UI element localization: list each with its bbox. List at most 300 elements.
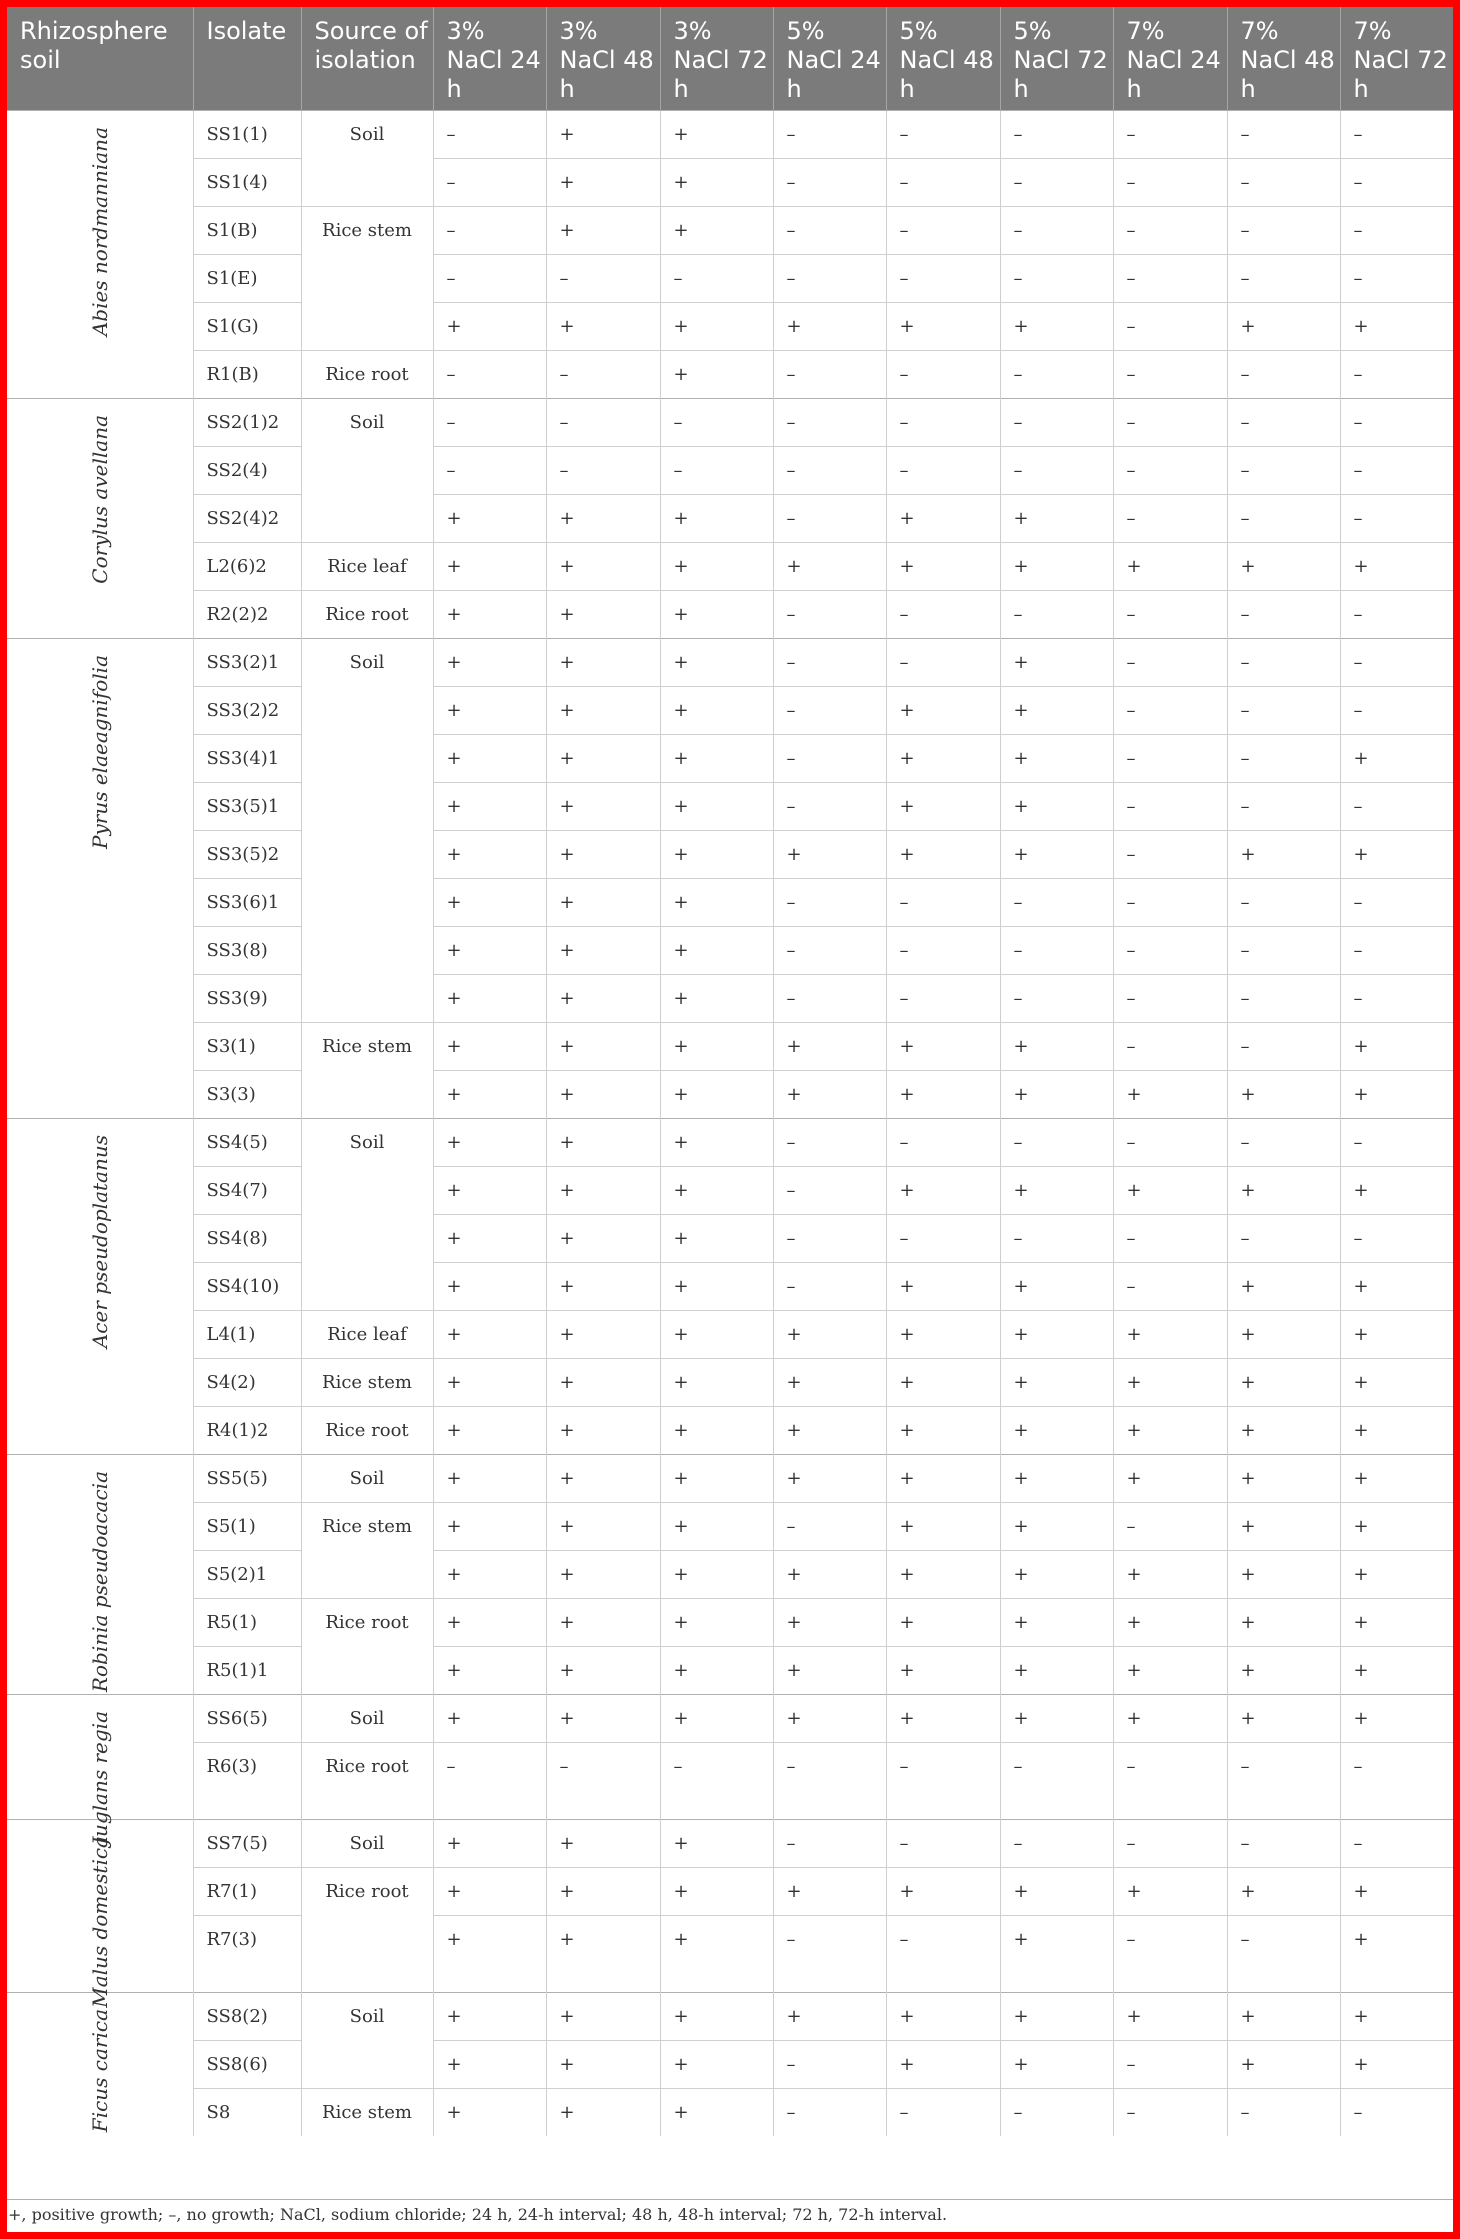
header-7pct-72h: 7% NaCl 72 h [1340,7,1453,110]
growth-value-cell: – [433,350,546,398]
growth-value-cell: + [773,1550,886,1598]
growth-value-cell: – [546,398,660,446]
growth-value-cell: – [1113,830,1227,878]
growth-value-cell: + [433,686,546,734]
isolate-cell: S1(E) [193,254,301,302]
growth-value-cell: – [1340,110,1453,158]
growth-value-cell: – [433,158,546,206]
growth-value-cell: – [1227,494,1340,542]
table-row [7,1867,1453,1915]
table-row [7,446,1453,494]
growth-value-cell: + [773,1358,886,1406]
growth-value-cell: – [1113,2040,1227,2088]
growth-value-cell: + [1000,1694,1113,1742]
growth-value-cell: + [1227,1070,1340,1118]
growth-value-cell: + [1000,1406,1113,1454]
growth-value-cell: – [886,638,1000,686]
table-row [7,1022,1453,1070]
growth-value-cell: – [1227,734,1340,782]
growth-value-cell: + [886,494,1000,542]
growth-value-cell: + [1340,542,1453,590]
growth-value-cell: – [886,254,1000,302]
growth-value-cell: – [1113,1742,1227,1819]
growth-value-cell: + [1000,734,1113,782]
growth-value-cell: + [1113,1992,1227,2040]
isolate-cell: S3(1) [193,1022,301,1070]
growth-value-cell: – [1113,782,1227,830]
growth-value-cell: + [1000,1022,1113,1070]
growth-value-cell: + [433,1992,546,2040]
growth-value-cell: – [773,1118,886,1166]
growth-value-cell: – [1000,350,1113,398]
growth-value-cell: – [1113,878,1227,926]
source-cell: Soil [301,1118,433,1310]
table-row [7,206,1453,254]
growth-value-cell: + [1000,1310,1113,1358]
growth-value-cell: – [773,1214,886,1262]
isolate-cell: SS8(6) [193,2040,301,2088]
growth-value-cell: – [773,2088,886,2136]
growth-value-cell: + [1000,1358,1113,1406]
isolate-cell: SS6(5) [193,1694,301,1742]
growth-value-cell: – [773,638,886,686]
growth-value-cell: + [773,1454,886,1502]
growth-value-cell: + [1000,1550,1113,1598]
growth-value-cell: + [1340,1992,1453,2040]
growth-value-cell: + [546,686,660,734]
growth-value-cell: + [1227,1454,1340,1502]
growth-value-cell: – [773,1915,886,1992]
growth-value-cell: + [546,1819,660,1867]
table-row [7,1070,1453,1118]
growth-value-cell: + [1000,1598,1113,1646]
growth-value-cell: + [773,1598,886,1646]
growth-value-cell: – [546,350,660,398]
growth-value-cell: + [886,1454,1000,1502]
table-row [7,1819,1453,1867]
growth-value-cell: + [660,1118,773,1166]
growth-value-cell: + [433,1214,546,1262]
growth-value-cell: – [1340,350,1453,398]
growth-value-cell: + [1000,494,1113,542]
rhizosphere-soil-cell [7,1992,193,2136]
growth-value-cell: + [886,734,1000,782]
growth-value-cell: + [660,1022,773,1070]
growth-value-cell: + [1113,542,1227,590]
source-cell: Rice stem [301,1502,433,1598]
rhizosphere-soil-cell [7,1694,193,1845]
growth-value-cell: + [1340,1406,1453,1454]
growth-value-cell: + [886,1358,1000,1406]
growth-value-cell: + [546,1214,660,1262]
growth-value-cell: + [886,782,1000,830]
growth-value-cell: – [1113,1022,1227,1070]
growth-value-cell: + [546,302,660,350]
rhizosphere-soil-cell [7,1118,193,1454]
growth-value-cell: – [1340,2088,1453,2136]
growth-value-cell: + [660,1166,773,1214]
growth-value-cell: – [1113,974,1227,1022]
growth-value-cell: + [1227,1992,1340,2040]
growth-value-cell: + [660,1867,773,1915]
growth-value-cell: + [1000,1166,1113,1214]
growth-value-cell: + [433,1022,546,1070]
source-cell: Rice leaf [301,1310,433,1358]
growth-value-cell: + [1000,1262,1113,1310]
growth-value-cell: – [1227,926,1340,974]
isolate-cell: SS4(8) [193,1214,301,1262]
growth-value-cell: – [886,158,1000,206]
growth-value-cell: – [1000,254,1113,302]
growth-value-cell: + [433,1502,546,1550]
source-cell: Soil [301,1992,433,2088]
growth-value-cell: + [1000,1915,1113,1992]
growth-value-cell: + [546,638,660,686]
table-row [7,1992,1453,2040]
isolate-cell: SS5(5) [193,1454,301,1502]
growth-value-cell: – [773,350,886,398]
growth-value-cell: – [1113,590,1227,638]
growth-value-cell: – [1227,206,1340,254]
growth-value-cell: – [1227,1118,1340,1166]
table-row [7,1358,1453,1406]
table-row [7,1694,1453,1742]
growth-value-cell: – [773,590,886,638]
table-row [7,1742,1453,1819]
growth-value-cell: – [1113,1214,1227,1262]
growth-value-cell: + [546,1454,660,1502]
isolate-cell: SS3(6)1 [193,878,301,926]
growth-value-cell: – [1113,302,1227,350]
growth-value-cell: + [1227,1262,1340,1310]
growth-value-cell: – [1113,1118,1227,1166]
isolate-cell: R1(B) [193,350,301,398]
isolate-cell: R5(1)1 [193,1646,301,1694]
growth-value-cell: – [1113,1915,1227,1992]
growth-value-cell: + [1113,1867,1227,1915]
growth-value-cell: + [546,206,660,254]
header-5pct-24h: 5% NaCl 24 h [773,7,886,110]
growth-value-cell: – [773,686,886,734]
growth-value-cell: + [433,1262,546,1310]
growth-value-cell: + [1000,2040,1113,2088]
growth-value-cell: – [1113,494,1227,542]
growth-value-cell: – [1000,926,1113,974]
growth-value-cell: + [660,2040,773,2088]
growth-value-cell: – [1000,878,1113,926]
isolate-cell: L2(6)2 [193,542,301,590]
growth-value-cell: + [1113,1550,1227,1598]
growth-value-cell: + [546,1598,660,1646]
growth-value-cell: – [433,446,546,494]
growth-value-cell: – [1113,398,1227,446]
isolate-cell: SS4(5) [193,1118,301,1166]
growth-value-cell: + [433,1819,546,1867]
isolate-cell: SS2(1)2 [193,398,301,446]
growth-value-cell: + [773,1070,886,1118]
growth-value-cell: – [1340,1214,1453,1262]
source-cell: Rice root [301,1742,433,1819]
growth-value-cell: + [660,1819,773,1867]
growth-value-cell: + [1227,1310,1340,1358]
growth-value-cell: + [546,1358,660,1406]
growth-value-cell: + [546,1166,660,1214]
growth-value-cell: + [1000,1646,1113,1694]
isolate-cell: R7(3) [193,1915,301,1992]
growth-value-cell: – [1000,2088,1113,2136]
growth-value-cell: – [1227,158,1340,206]
growth-value-cell: + [1227,542,1340,590]
growth-value-cell: – [773,446,886,494]
growth-value-cell: + [546,1406,660,1454]
growth-value-cell: – [886,398,1000,446]
growth-value-cell: + [433,1406,546,1454]
growth-value-cell: + [886,1166,1000,1214]
growth-value-cell: – [1227,254,1340,302]
growth-value-cell: + [1227,1502,1340,1550]
growth-value-cell: + [886,830,1000,878]
growth-value-cell: + [773,1310,886,1358]
growth-value-cell: + [1340,1454,1453,1502]
table-row [7,398,1453,446]
growth-value-cell: + [546,110,660,158]
growth-value-cell: + [773,542,886,590]
table-row [7,590,1453,638]
growth-value-cell: – [433,254,546,302]
growth-value-cell: – [886,1915,1000,1992]
growth-value-cell: – [1000,158,1113,206]
growth-value-cell: + [886,1867,1000,1915]
growth-value-cell: – [1000,1214,1113,1262]
growth-value-cell: + [433,782,546,830]
source-cell: Rice root [301,350,433,398]
isolate-cell: SS3(2)2 [193,686,301,734]
growth-value-cell: – [1340,782,1453,830]
growth-value-cell: + [1113,1694,1227,1742]
header-5pct-48h: 5% NaCl 48 h [886,7,1000,110]
growth-value-cell: + [773,1406,886,1454]
table-row [7,974,1453,1022]
growth-value-cell: – [1113,1819,1227,1867]
growth-value-cell: + [433,1550,546,1598]
growth-value-cell: – [1340,974,1453,1022]
growth-value-cell: – [1000,1118,1113,1166]
growth-value-cell: + [886,2040,1000,2088]
growth-value-cell: – [886,2088,1000,2136]
growth-value-cell: – [773,1262,886,1310]
growth-value-cell: + [1340,1166,1453,1214]
growth-value-cell: + [886,1022,1000,1070]
table-row [7,1262,1453,1310]
growth-value-cell: – [433,110,546,158]
isolate-cell: SS3(2)1 [193,638,301,686]
growth-value-cell: – [1227,1819,1340,1867]
growth-value-cell: + [433,1454,546,1502]
growth-value-cell: – [773,494,886,542]
growth-value-cell: + [1227,1550,1340,1598]
growth-value-cell: + [660,350,773,398]
isolate-cell: SS4(7) [193,1166,301,1214]
growth-value-cell: + [1340,1598,1453,1646]
growth-value-cell: – [1113,158,1227,206]
growth-value-cell: + [886,1310,1000,1358]
growth-value-cell: – [1000,206,1113,254]
growth-value-cell: + [660,878,773,926]
growth-value-cell: + [1340,1915,1453,1992]
growth-value-cell: + [433,1310,546,1358]
table-row [7,2088,1453,2136]
growth-value-cell: + [1113,1070,1227,1118]
table-row [7,1915,1453,1992]
growth-value-cell: – [1113,1502,1227,1550]
growth-value-cell: – [1000,1819,1113,1867]
growth-value-cell: – [1340,1742,1453,1819]
growth-value-cell: + [660,734,773,782]
growth-value-cell: + [1227,1646,1340,1694]
isolate-cell: R7(1) [193,1867,301,1915]
growth-value-cell: + [886,302,1000,350]
rhizosphere-soil-cell [7,1454,193,1694]
growth-value-cell: + [660,1598,773,1646]
growth-value-cell: – [660,398,773,446]
growth-value-cell: + [1340,1310,1453,1358]
growth-value-cell: + [1113,1454,1227,1502]
growth-value-cell: + [433,1118,546,1166]
growth-value-cell: + [1227,1867,1340,1915]
isolate-cell: L4(1) [193,1310,301,1358]
growth-value-cell: – [1113,686,1227,734]
growth-value-cell: – [1000,1742,1113,1819]
growth-value-cell: + [1000,686,1113,734]
growth-value-cell: + [660,1915,773,1992]
growth-value-cell: – [1227,1915,1340,1992]
table-row [7,926,1453,974]
growth-value-cell: + [433,1166,546,1214]
growth-value-cell: + [660,686,773,734]
growth-value-cell: + [433,590,546,638]
growth-value-cell: – [1340,878,1453,926]
growth-value-cell: + [546,158,660,206]
growth-value-cell: – [546,1742,660,1819]
table-row [7,350,1453,398]
growth-value-cell: + [1340,1550,1453,1598]
isolate-cell: SS8(2) [193,1992,301,2040]
growth-value-cell: + [546,1502,660,1550]
isolate-cell: SS3(4)1 [193,734,301,782]
growth-value-cell: + [433,2040,546,2088]
source-cell: Soil [301,638,433,1022]
source-cell: Rice leaf [301,542,433,590]
growth-value-cell: + [433,878,546,926]
table-row [7,638,1453,686]
growth-value-cell: + [1113,1598,1227,1646]
growth-value-cell: + [433,1915,546,1992]
growth-value-cell: – [546,254,660,302]
source-cell: Rice root [301,1598,433,1694]
growth-value-cell: + [660,974,773,1022]
growth-value-cell: – [1227,446,1340,494]
growth-value-cell: + [546,1022,660,1070]
growth-value-cell: + [660,926,773,974]
isolate-cell: R5(1) [193,1598,301,1646]
growth-value-cell: + [1227,1694,1340,1742]
growth-value-cell: – [1340,1819,1453,1867]
growth-value-cell: – [1113,638,1227,686]
table-row [7,1550,1453,1598]
growth-value-cell: – [1227,350,1340,398]
growth-value-cell: – [773,1819,886,1867]
growth-value-cell: + [546,1694,660,1742]
growth-value-cell: + [1340,1022,1453,1070]
rhizosphere-soil-label: Abies nordmanniana [87,126,112,336]
growth-value-cell: + [546,2040,660,2088]
growth-value-cell: + [546,542,660,590]
growth-value-cell: + [773,302,886,350]
isolate-cell: SS3(5)2 [193,830,301,878]
growth-value-cell: + [660,1454,773,1502]
growth-value-cell: – [1113,2088,1227,2136]
isolate-cell: S1(B) [193,206,301,254]
source-cell: Rice stem [301,1022,433,1118]
growth-value-cell: – [1000,590,1113,638]
growth-value-cell: + [1113,1358,1227,1406]
growth-value-cell: + [1227,1166,1340,1214]
source-cell: Rice root [301,1406,433,1454]
growth-value-cell: + [1000,782,1113,830]
growth-value-cell: + [660,638,773,686]
isolate-cell: S4(2) [193,1358,301,1406]
growth-value-cell: + [433,1867,546,1915]
growth-value-cell: + [1340,1358,1453,1406]
growth-value-cell: + [660,1646,773,1694]
growth-value-cell: + [546,926,660,974]
growth-value-cell: + [546,1992,660,2040]
growth-value-cell: – [1340,686,1453,734]
growth-value-cell: + [433,638,546,686]
growth-value-cell: + [1227,1358,1340,1406]
growth-value-cell: – [773,734,886,782]
growth-value-cell: – [1113,926,1227,974]
growth-value-cell: + [433,2088,546,2136]
table-row [7,1166,1453,1214]
growth-value-cell: + [1000,302,1113,350]
table-row [7,1598,1453,1646]
table-row [7,782,1453,830]
growth-value-cell: + [1000,1502,1113,1550]
growth-value-cell: – [1113,206,1227,254]
growth-value-cell: – [1340,494,1453,542]
growth-value-cell: – [773,974,886,1022]
growth-value-cell: + [886,1992,1000,2040]
rhizosphere-soil-cell [7,638,193,1118]
growth-value-cell: + [433,974,546,1022]
growth-value-cell: – [1113,446,1227,494]
growth-value-cell: + [546,1646,660,1694]
table-row [7,1118,1453,1166]
rhizosphere-soil-label: Acer pseudoplatanus [87,1134,112,1348]
table-row [7,254,1453,302]
isolate-cell: S8 [193,2088,301,2136]
growth-value-cell: + [1000,1992,1113,2040]
growth-value-cell: + [660,1214,773,1262]
table-row [7,1310,1453,1358]
source-cell: Soil [301,398,433,542]
growth-value-cell: + [1227,830,1340,878]
source-cell: Rice stem [301,1358,433,1406]
growth-value-cell: + [886,1406,1000,1454]
growth-value-cell: + [1340,734,1453,782]
table-row [7,1502,1453,1550]
